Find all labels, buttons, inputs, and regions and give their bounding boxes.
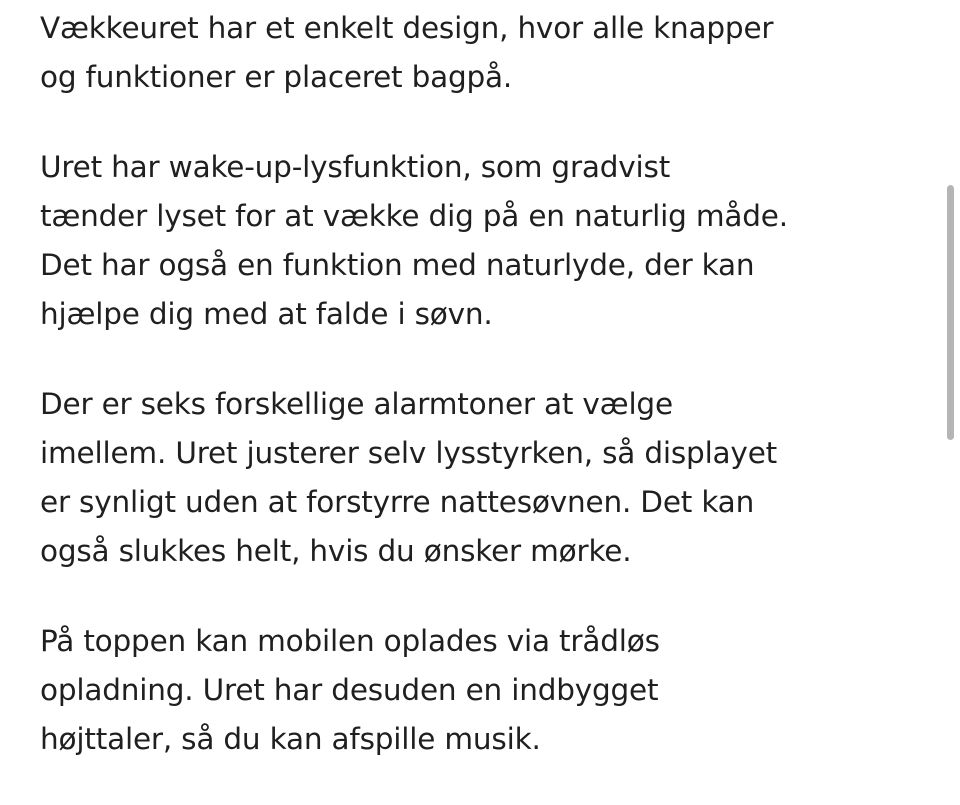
text-line: På toppen kan mobilen oplades via trådløs: [40, 624, 660, 658]
paragraph-charging: [40, 617, 788, 764]
paragraph-alarm-tones: [40, 380, 788, 576]
text-line: Der er seks forskellige alarmtoner at vælge: [40, 387, 673, 421]
paragraph-design: [40, 4, 788, 102]
text-line: opladning. Uret har desuden en indbygget: [40, 673, 659, 707]
text-line: Vækkeuret har et enkelt design, hvor alle knapper: [40, 11, 774, 45]
text-line: og funktioner er placeret bagpå.: [40, 60, 513, 94]
paragraph-wake-up-light: [40, 143, 788, 339]
text-line: imellem. Uret justerer selv lysstyrken, så displayet: [40, 436, 778, 470]
text-line: Det har også en funktion med naturlyde, der kan: [40, 248, 755, 282]
text-line: tænder lyset for at vække dig på en naturlig måde.: [40, 199, 788, 233]
text-line: højttaler, så du kan afspille musik.: [40, 722, 541, 756]
text-line: er synligt uden at forstyrre nattesøvnen. Det kan: [40, 485, 755, 519]
text-line: hjælpe dig med at falde i søvn.: [40, 297, 493, 331]
article-body: [40, 4, 788, 805]
scrollbar-thumb[interactable]: [947, 185, 954, 440]
text-line: Uret har wake-up-lysfunktion, som gradvist: [40, 150, 671, 184]
text-line: også slukkes helt, hvis du ønsker mørke.: [40, 534, 632, 568]
